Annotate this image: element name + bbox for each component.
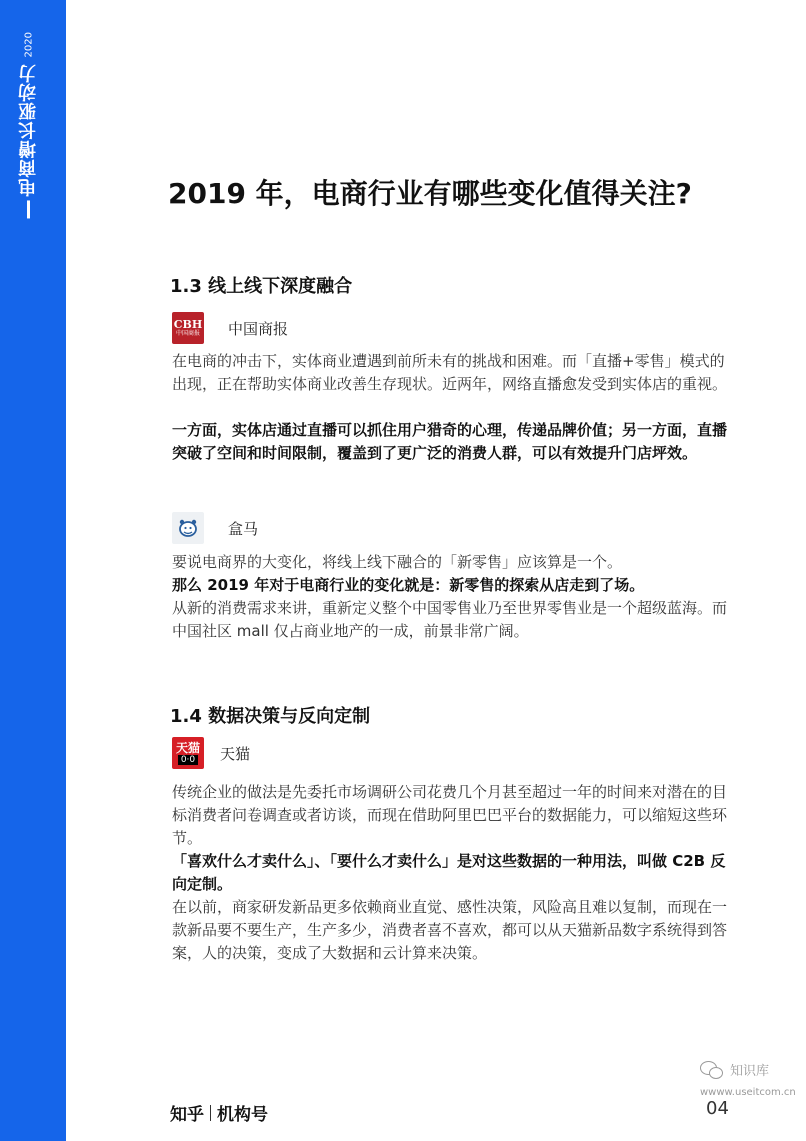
sidebar-title-bar	[28, 200, 31, 218]
cbh-logo-text: CBH	[173, 317, 203, 331]
paragraph: 要说电商界的大变化，将线上线下融合的「新零售」应该算是一个。	[172, 553, 623, 571]
hema-logo-icon	[172, 512, 204, 544]
paragraph: 在电商的冲击下，实体商业遭遇到前所未有的挑战和困难。而「直播+零售」模式的出现，正在帮助实体商业改善生存现状。近两年，网络直播愈发受到实体店的重视。	[172, 352, 728, 393]
cbh-logo-icon	[172, 312, 204, 344]
wechat-icon	[700, 1061, 724, 1079]
source-name-hema: 盒马	[228, 519, 259, 538]
paragraph-bold: 一方面，实体店通过直播可以抓住用户猎奇的心理，传递品牌价值；另一方面，直播突破了空间和时间限制，覆盖到了更广泛的消费人群，可以有效提升门店坪效。	[172, 421, 728, 462]
page-number: 04	[706, 1098, 729, 1119]
watermark-url: wwww.useitcom.cn	[700, 1087, 796, 1098]
section-heading-1-3: 1.3 线上线下深度融合	[170, 276, 353, 297]
page-title: 2019 年，电商行业有哪些变化值得关注?	[168, 177, 692, 210]
footer-brand-right: 机构号	[217, 1105, 268, 1125]
footer-brand-divider	[210, 1105, 211, 1121]
watermark	[700, 1060, 800, 1098]
watermark-name: 知识库	[730, 1064, 770, 1079]
footer-brand-left: 知乎	[170, 1105, 204, 1125]
paragraph-bold: 「喜欢什么才卖什么」、「要什么才卖什么」是对这些数据的一种用法，叫做 C2B 反向定制。	[172, 852, 726, 893]
section-heading-1-4: 1.4 数据决策与反向定制	[170, 706, 371, 727]
tmall-logo-text: 天猫	[175, 741, 200, 755]
sidebar-band	[0, 0, 66, 1141]
paragraph: 从新的消费需求来讲，重新定义整个中国零售业乃至世界零售业是一个超级蓝海。而中国社区 mall 仅占商业地产的一成，前景非常广阔。	[172, 599, 728, 640]
sidebar-title-text: 电商增长驱动力	[18, 63, 39, 197]
source-hema	[172, 512, 258, 544]
tmall-logo-subtext: 0·0	[178, 755, 198, 765]
source-cbh	[172, 312, 288, 344]
paragraph: 传统企业的做法是先委托市场调研公司花费几个月甚至超过一年的时间来对潜在的目标消费者问卷调查或者访谈，而现在借助阿里巴巴平台的数据能力，可以缩短这些环节。	[172, 783, 728, 847]
footer-brand	[170, 1100, 268, 1125]
source-name-tmall: 天猫	[220, 744, 251, 763]
source-tmall	[172, 737, 250, 769]
paragraph: 在以前，商家研发新品更多依赖商业直觉、感性决策，风险高且难以复制，而现在一款新品要不要生产，生产多少，消费者喜不喜欢，都可以从天猫新品数字系统得到答案，人的决策，变成了大数据和云计算来决策。	[172, 898, 728, 962]
source-name-cbh: 中国商报	[228, 319, 289, 338]
paragraph-bold: 那么 2019 年对于电商行业的变化就是：新零售的探索从店走到了场。	[172, 576, 645, 594]
sidebar-title	[16, 32, 42, 218]
cbh-logo-subtext: 中国商报	[175, 329, 200, 337]
tmall-logo-icon	[172, 737, 204, 769]
sidebar-year: 2020	[23, 32, 35, 58]
hema-hippo-icon	[177, 518, 199, 538]
